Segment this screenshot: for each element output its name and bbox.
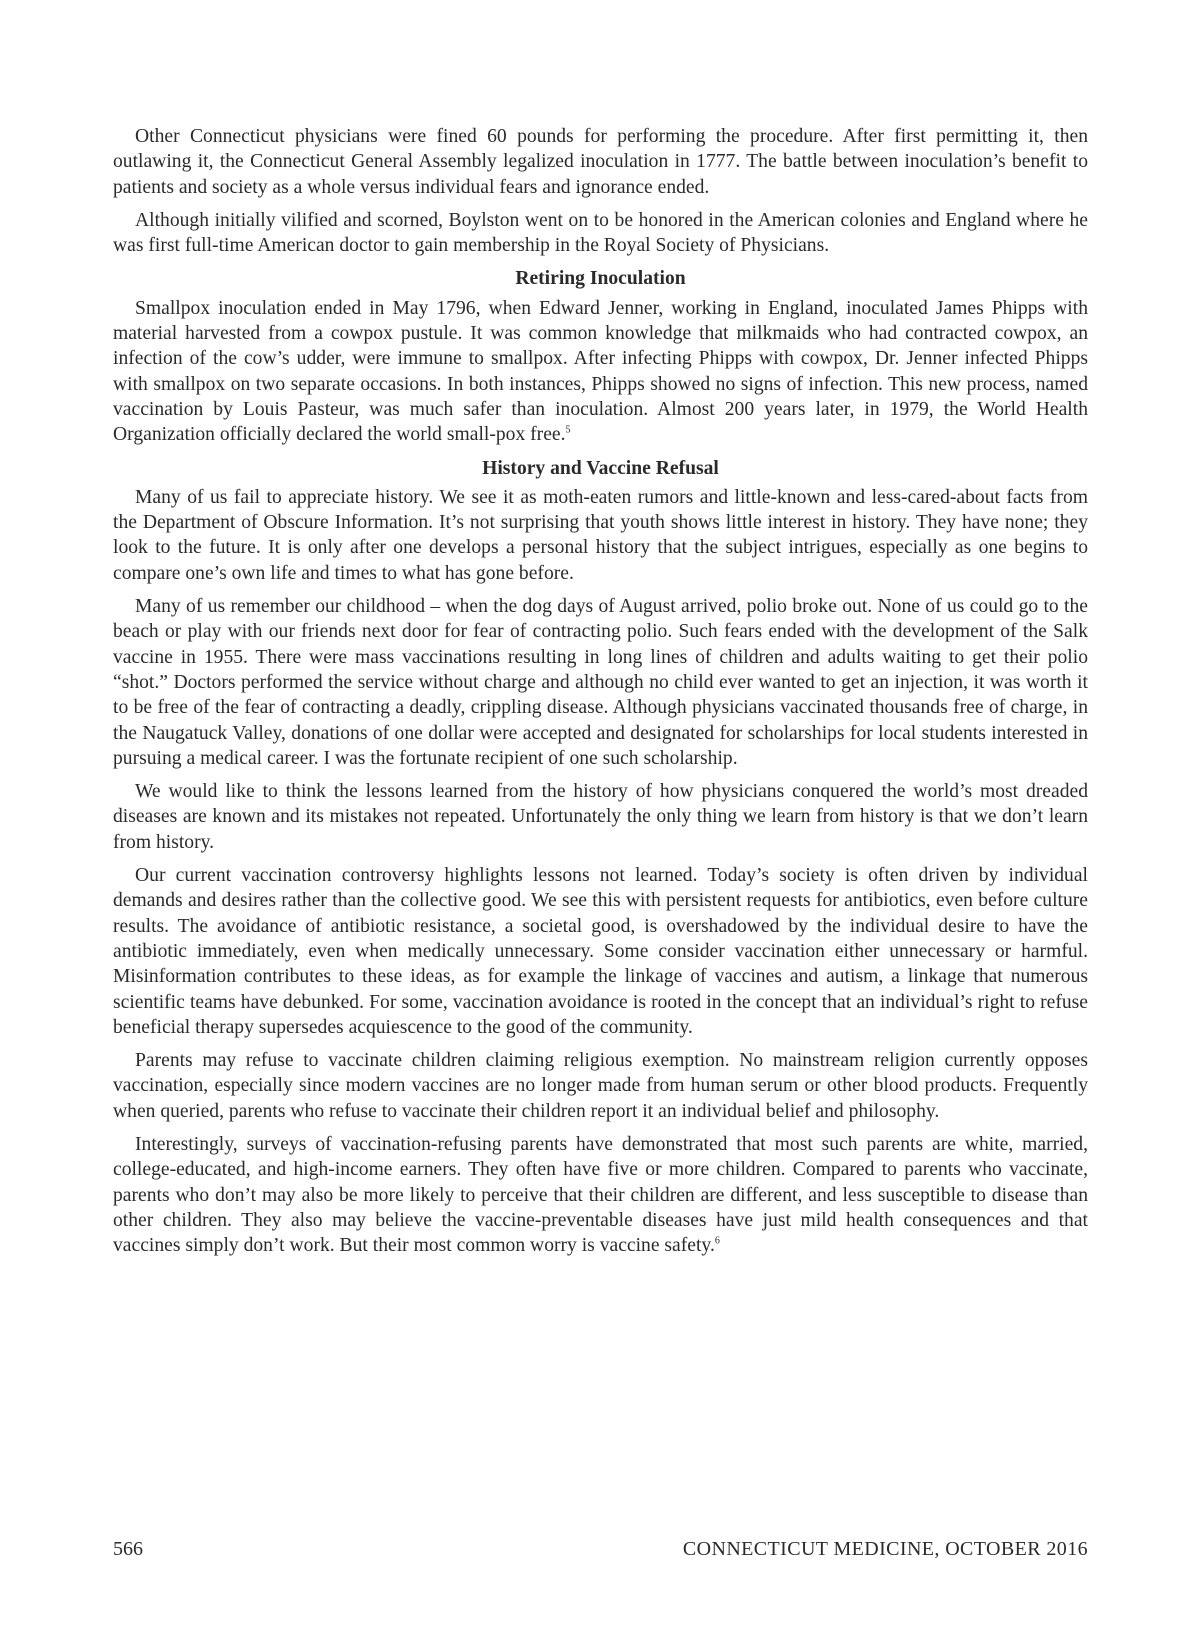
paragraph-jenner-text: Smallpox inoculation ended in May 1796, when Edward Jenner, working in England, inoculated James Phipps with material harvested from a cowpox pustule. It was common knowledge that milkmaids who had contracted cowpox, an infection of the cow’s udder, were immune to smallpox. After infecting Phipps with cowpox, Dr. Jenner infected Phipps with smallpox on two separate occasions. In both instances, Phipps showed no signs of infection. This new process, named vaccination by Louis Pasteur, was much safer than inoculation. Almost 200 years later, in 1979, the World Health Organization officially declared the world small-pox free. bbox=[113, 297, 1088, 446]
paragraph-fined-physicians: Other Connecticut physicians were fined 60 pounds for performing the procedure. After first permitting it, then outlawing it, the Connecticut General Assembly legalized inoculation in 1777. The battle between inoculation’s benefit to patients and society as a whole versus individual fears and ignorance ended. bbox=[113, 126, 1088, 198]
heading-history-vaccine-refusal: History and Vaccine Refusal bbox=[482, 457, 719, 479]
paragraph-lessons-learned: We would like to think the lessons learned from the history of how physicians conquered the world’s most dreaded diseases are known and its mistakes not repeated. Unfortunately the only thing we learn from history is that we don’t learn from history. bbox=[113, 781, 1088, 853]
heading-retiring-inoculation: Retiring Inoculation bbox=[515, 268, 686, 290]
footnote-marker-6: 6 bbox=[714, 1235, 720, 1247]
paragraph-vaccination-controversy: Our current vaccination controversy highlights lessons not learned. Today’s society is often driven by individual demands and desires rather than the collective good. We see this with persistent requests for antibiotics, even before culture results. The avoidance of antibiotic resistance, a societal good, is overshadowed by the individual desire to have the antibiotic immediately, even when medically unnecessary. Some consider vaccination either unnecessary or harmful. Misinformation contributes to these ideas, as for example the linkage of vaccines and autism, a linkage that numerous scientific teams have debunked. For some, vaccination avoidance is rooted in the concept that an individual’s right to refuse beneficial therapy supersedes acquiescence to the good of the community. bbox=[113, 865, 1088, 1038]
paragraph-boylston-honored: Although initially vilified and scorned, Boylston went on to be honored in the American colonies and England where he was first full-time American doctor to gain membership in the Royal Society of Physicians. bbox=[113, 209, 1088, 257]
page-footer bbox=[113, 1534, 1088, 1564]
paragraph-jenner-vaccination bbox=[113, 296, 1088, 448]
article-body bbox=[113, 124, 1088, 1266]
paragraph-appreciate-history: Many of us fail to appreciate history. We see it as moth-eaten rumors and little-known and less-cared-about facts from the Department of Obscure Information. It’s not surprising that youth shows little interest in history. They have none; they look to the future. It is only after one develops a personal history that the subject intrigues, especially as one begins to compare one’s own life and times to what has gone before. bbox=[113, 486, 1088, 584]
footnote-marker-5: 5 bbox=[565, 424, 571, 436]
paragraph-polio-childhood: Many of us remember our childhood – when the dog days of August arrived, polio broke out. None of us could go to the beach or play with our friends next door for fear of contracting polio. Such fears ended with the development of the Salk vaccine in 1955. There were mass vaccinations resulting in long lines of children and adults waiting to get their polio “shot.” Doctors performed the service without charge and although no child ever wanted to get an injection, it was worth it to be free of the fear of contracting a deadly, crippling disease. Although physicians vaccinated thousands free of charge, in the Naugatuck Valley, donations of one dollar were accepted and designated for scholarships for local students interested in pursuing a medical career. I was the fortunate recipient of one such scholarship. bbox=[113, 596, 1088, 769]
page-number: 566 bbox=[113, 1538, 143, 1560]
paragraph-surveys-text: Interestingly, surveys of vaccination-refusing parents have demonstrated that most such parents are white, married, college-educated, and high-income earners. They often have five or more children. Compared to parents who vaccinate, parents who don’t may also be more likely to perceive that their children are different, and less susceptible to disease than other children. They also may believe the vaccine-preventable diseases have just mild health consequences and that vaccines simply don’t work. But their most common worry is vaccine safety. bbox=[113, 1133, 1088, 1257]
paragraph-refusing-parents-surveys bbox=[113, 1132, 1088, 1258]
journal-title-date: CONNECTICUT MEDICINE, OCTOBER 2016 bbox=[682, 1538, 1088, 1560]
paragraph-religious-exemption: Parents may refuse to vaccinate children claiming religious exemption. No mainstream religion currently opposes vaccination, especially since modern vaccines are no longer made from human serum or other blood products. Frequently when queried, parents who refuse to vaccinate their children report it an individual belief and philosophy. bbox=[113, 1050, 1088, 1122]
